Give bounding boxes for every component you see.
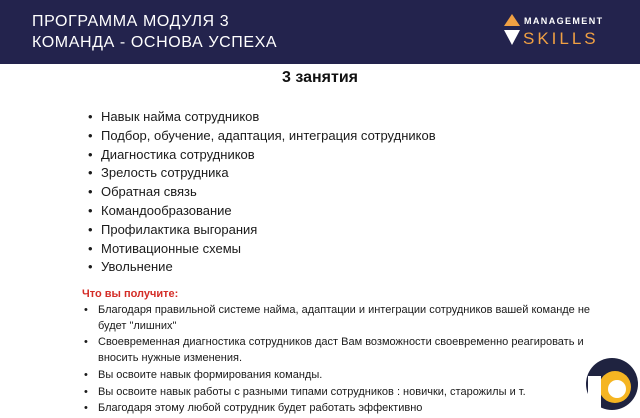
list-item: • Мотивационные схемы <box>88 240 436 259</box>
list-item: • Увольнение <box>88 258 436 277</box>
list-item: • Диагностика сотрудников <box>88 146 436 165</box>
list-item: • Обратная связь <box>88 183 436 202</box>
list-item: • Командообразование <box>88 202 436 221</box>
result-item: • Благодаря правильной системе найма, адаптации и интеграции сотрудников вашей команде не будет "лишних" <box>84 303 614 334</box>
brand-logo <box>500 12 610 52</box>
result-item: • Вы освоите навык формирования команды. <box>84 368 614 384</box>
page-title-line2: КОМАНДА - ОСНОВА УСПЕХА <box>32 34 278 51</box>
list-item: • Профилактика выгорания <box>88 221 436 240</box>
topics-list <box>88 108 436 277</box>
circle-logo-icon <box>586 356 638 412</box>
page-title <box>32 11 277 53</box>
brand-logo-top-text: MANAGEMENT <box>524 16 604 26</box>
brand-logo-bottom-text: SKILLS <box>523 29 599 48</box>
page-title-line1: ПРОГРАММА МОДУЛЯ 3 <box>32 13 230 30</box>
list-item: • Подбор, обучение, адаптация, интеграция сотрудников <box>88 127 436 146</box>
triangle-logo-icon <box>503 12 521 46</box>
header-bar <box>0 0 640 64</box>
results-heading: Что вы получите: <box>82 288 179 300</box>
result-item: • Своевременная диагностика сотрудников даст Вам возможности своевременно реагировать и вносить нужные изменения. <box>84 335 614 366</box>
list-item: • Навык найма сотрудников <box>88 108 436 127</box>
result-item: • Благодаря этому любой сотрудник будет работать эффективно <box>84 401 614 417</box>
section-heading: 3 занятия <box>282 69 358 86</box>
list-item: • Зрелость сотрудника <box>88 164 436 183</box>
result-item: • Вы освоите навык работы с разными типами сотрудников : новички, старожилы и т. <box>84 385 614 401</box>
results-list <box>84 303 614 418</box>
